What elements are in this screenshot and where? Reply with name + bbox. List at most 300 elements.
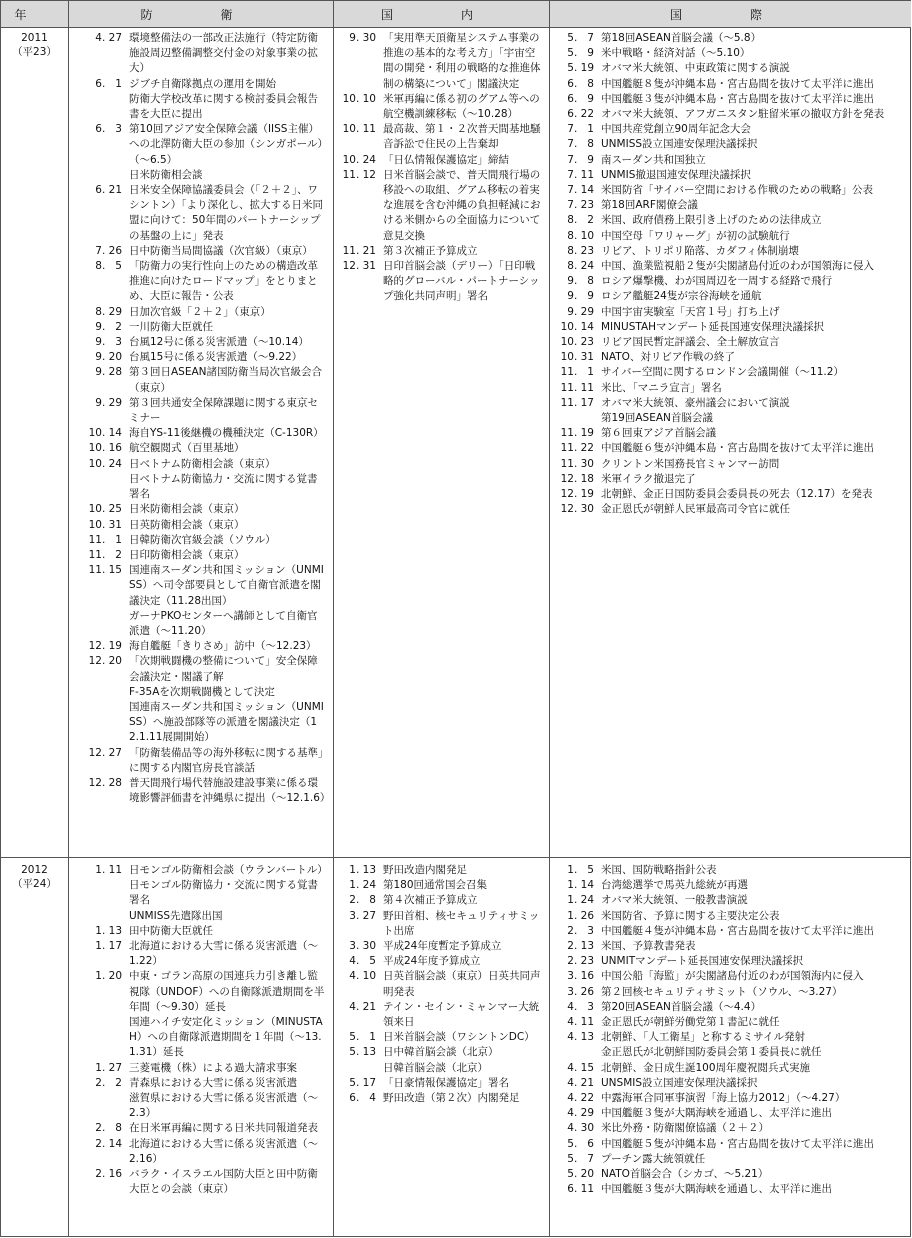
event-date: 1. 14: [567, 879, 594, 892]
event-date: 11. 12: [342, 168, 376, 181]
event-text: 日米防衛相会談（東京）: [129, 503, 245, 516]
event-text: NATO首脳会合（シカゴ、～5.21）: [601, 1168, 769, 1181]
event-entry: [549, 107, 907, 122]
event-date: [68, 909, 122, 924]
event-date: 2. 8: [349, 894, 376, 907]
event-text: 第４次補正予算成立: [383, 894, 478, 907]
event-text: 金正恩氏が北朝鮮国防委員会第１委員長に就任: [601, 1046, 822, 1059]
event-date: 7. 9: [567, 153, 594, 166]
event-date: 6. 21: [95, 184, 122, 197]
event-date: 2. 13: [567, 940, 594, 953]
event-entry: [549, 229, 907, 244]
event-date: [68, 700, 122, 746]
event-entry: [549, 396, 907, 411]
event-date: 10. 23: [560, 336, 594, 349]
event-text: 米軍イラク撤退完了: [601, 472, 696, 485]
event-date: 4. 27: [95, 32, 122, 44]
event-entry: [68, 924, 326, 939]
event-entry: [549, 350, 907, 365]
year-cell-2011: [1, 31, 68, 59]
event-entry: [549, 924, 907, 939]
event-date: 10. 24: [88, 457, 122, 470]
event-text: 平成24年度予算成立: [383, 955, 481, 968]
event-date: 5. 20: [567, 1168, 594, 1181]
event-entry: [549, 1076, 907, 1091]
event-text: 中露海軍合同軍事演習「海上協力2012」（～4.27）: [601, 1092, 846, 1105]
event-date: [333, 1061, 376, 1076]
event-entry: [333, 122, 545, 152]
event-entry: [333, 92, 545, 122]
event-text: 金正恩氏が朝鮮人民軍最高司令官に就任: [601, 503, 790, 516]
event-text: プーチン露大統領就任: [601, 1152, 706, 1165]
event-date: 11. 21: [342, 244, 376, 257]
event-entry: [68, 305, 326, 320]
event-text: 第19回ASEAN首脳会議: [601, 412, 713, 425]
event-text: UNMISS先遣隊出国: [129, 909, 223, 922]
event-entry: [549, 365, 907, 380]
event-entry: [68, 700, 326, 746]
international-events-2011: [549, 31, 907, 518]
event-entry: [333, 168, 545, 244]
event-text: ロシア艦艇24隻が宗谷海峡を通航: [601, 290, 762, 303]
event-text: 中国共産党創立90周年記念大会: [601, 123, 751, 136]
event-entry: [333, 878, 545, 893]
event-date: [549, 1045, 594, 1060]
event-text: クリントン米国務長官ミャンマー訪問: [601, 457, 780, 470]
event-text: 中国艦艇６隻が沖縄本島・宮古島間を抜けて太平洋に進出: [601, 442, 874, 455]
event-entry: [549, 335, 907, 350]
event-date: 7. 14: [567, 184, 594, 197]
event-text: 日英首脳会談（東京）日英共同声明発表: [383, 970, 541, 998]
event-entry: [333, 893, 545, 908]
event-date: 9. 30: [349, 32, 376, 44]
event-date: 4. 10: [349, 970, 376, 983]
event-date: 9. 8: [567, 275, 594, 288]
event-date: 10. 14: [88, 427, 122, 440]
event-entry: [333, 31, 545, 92]
event-date: 2. 14: [95, 1137, 122, 1150]
event-date: [68, 685, 122, 700]
event-date: 6. 4: [349, 1092, 376, 1105]
event-date: 7. 1: [567, 123, 594, 136]
event-date: 4. 15: [567, 1061, 594, 1074]
event-entry: [549, 137, 907, 152]
event-entry: [549, 213, 907, 228]
event-text: 青森県における大雪に係る災害派遣: [129, 1076, 297, 1089]
event-text: 中国公船「海監」が尖閣諸島付近のわが国領海内に侵入: [601, 970, 864, 983]
international-events-2012: [549, 863, 907, 1197]
event-text: 米比、「マニラ宣言」署名: [601, 381, 722, 394]
event-entry: [68, 441, 326, 456]
event-text: 普天間飛行場代替施設建設事業に係る環境影響評価書を沖縄県に提出（～12.1.6）: [129, 776, 331, 805]
event-date: 5. 1: [349, 1031, 376, 1044]
event-text: 日米首脳会談で、普天間飛行場の移設への取組、グアム移転の着実な進展を含む沖縄の負担軽減における米側からの全面協力について意見交換: [383, 168, 541, 242]
event-entry: [68, 563, 326, 609]
event-entry: [333, 1030, 545, 1045]
event-date: 7. 11: [567, 168, 594, 181]
event-text: 第18回ARF閣僚会議: [601, 199, 698, 212]
event-date: 1. 26: [567, 909, 594, 922]
event-text: 日韓首脳会談（北京）: [383, 1061, 488, 1074]
event-date: [68, 472, 122, 502]
event-text: 海自艦艇「きりさめ」訪中（～12.23）: [129, 640, 317, 653]
header-defense: 防 衛: [68, 1, 333, 28]
event-entry: [68, 502, 326, 517]
event-date: 1. 17: [95, 940, 122, 953]
event-text: 三菱電機（株）による過大請求事案: [129, 1061, 297, 1074]
event-entry: [549, 122, 907, 137]
event-date: 8. 29: [95, 305, 122, 318]
event-entry: [549, 411, 907, 426]
event-date: 6. 3: [95, 123, 122, 136]
event-date: 11. 11: [560, 381, 594, 394]
event-date: 12. 19: [560, 488, 594, 501]
event-entry: [333, 1000, 545, 1030]
event-date: 1. 13: [349, 864, 376, 876]
event-date: 11. 15: [88, 564, 122, 577]
event-date: 1. 27: [95, 1061, 122, 1074]
event-entry: [549, 31, 907, 46]
event-text: 日モンゴル防衛相会談（ウランバートル）: [129, 864, 328, 876]
event-date: 10. 14: [560, 320, 594, 333]
event-text: サイバー空間に関するロンドン会議開催（～11.2）: [601, 366, 844, 379]
event-text: 米比外務・防衛閣僚協議（２＋２）: [601, 1122, 769, 1135]
event-entry: [549, 92, 907, 107]
event-text: 米国、予算教書発表: [601, 940, 696, 953]
event-date: 1. 5: [567, 864, 594, 876]
event-text: テイン・セイン・ミャンマー大統領来日: [383, 1000, 540, 1029]
defense-events-2012: [68, 863, 326, 1197]
event-entry: [333, 969, 545, 999]
event-entry: [549, 426, 907, 441]
event-date: 9. 28: [95, 366, 122, 379]
event-text: 米国防省「サイバー空間における作戦のための戦略」公表: [601, 184, 874, 197]
event-date: 7. 23: [567, 199, 594, 212]
event-date: 3. 26: [567, 985, 594, 998]
event-entry: [333, 1076, 545, 1091]
event-text: 航空観閲式（百里基地）: [129, 442, 245, 455]
event-entry: [549, 1061, 907, 1076]
row-divider: [1, 857, 910, 858]
event-entry: [549, 1167, 907, 1182]
event-entry: [549, 1106, 907, 1121]
event-date: 5. 19: [567, 62, 594, 75]
event-text: 日加次官級「２＋２」（東京）: [129, 305, 271, 318]
event-entry: [68, 939, 326, 969]
event-text: オバマ米大統領、アフガニスタン駐留米軍の撤収方針を発表: [601, 108, 885, 121]
event-text: 第２回核セキュリティサミット（ソウル、～3.27）: [601, 985, 843, 998]
event-text: バラク・イスラエル国防大臣と田中防衛大臣との会談（東京）: [129, 1168, 318, 1196]
event-text: 国連ハイチ安定化ミッション（MINUSTAH）への自衛隊派遣期間を１年間（～13.1.31）延長: [129, 1016, 323, 1059]
event-entry: [549, 893, 907, 908]
event-entry: [68, 77, 326, 92]
event-text: NATO、対リビア作戦の終了: [601, 351, 735, 364]
event-date: 1. 24: [349, 879, 376, 892]
event-date: 11. 19: [560, 427, 594, 440]
event-entry: [549, 1182, 907, 1197]
event-date: 11. 17: [560, 396, 594, 409]
event-text: 台風12号に係る災害派遣（～10.14）: [129, 336, 309, 349]
event-date: 1. 20: [95, 970, 122, 983]
event-text: 米国、政府債務上限引き上げのための法律成立: [601, 214, 822, 227]
event-text: 日中防衛当局間協議（次官級）（東京）: [129, 244, 313, 257]
event-date: 8. 10: [567, 229, 594, 242]
event-date: 2. 16: [95, 1168, 122, 1181]
event-date: 4. 22: [567, 1092, 594, 1105]
event-text: 金正恩氏が朝鮮労働党第１書記に就任: [601, 1016, 780, 1029]
event-date: 6. 8: [567, 77, 594, 90]
event-text: ジブチ自衛隊拠点の運用を開始: [129, 77, 276, 90]
event-entry: [68, 183, 326, 244]
event-entry: [68, 609, 326, 639]
event-text: 中国空母「ワリャーグ」が初の試験航行: [601, 229, 790, 242]
event-entry: [68, 472, 326, 502]
event-date: 10. 11: [342, 123, 376, 136]
event-date: 6. 22: [567, 108, 594, 121]
event-date: 11. 22: [560, 442, 594, 455]
event-entry: [68, 457, 326, 472]
header-international: 国 際: [549, 1, 911, 28]
event-date: 4. 21: [567, 1076, 594, 1089]
event-date: 4. 11: [567, 1016, 594, 1029]
event-date: 2. 3: [567, 924, 594, 937]
event-entry: [68, 969, 326, 1015]
event-text: 日中韓首脳会談（北京）: [383, 1046, 499, 1059]
event-text: 日印首脳会談（デリー）「日印戦略的グローバル・パートナーシップ強化共同声明」署名: [383, 260, 540, 303]
event-date: 5. 6: [567, 1137, 594, 1150]
year-label: 2011: [21, 32, 48, 44]
event-text: 中国宇宙実験室「天宮１号」打ち上げ: [601, 305, 780, 318]
event-entry: [68, 1015, 326, 1061]
event-entry: [549, 909, 907, 924]
event-entry: [333, 259, 545, 305]
event-text: 野田改造（第２次）内閣発足: [383, 1092, 520, 1105]
event-date: 12. 31: [342, 260, 376, 273]
event-date: 12. 28: [88, 776, 122, 789]
event-text: 環境整備法の一部改正法施行（特定防衛施設周辺整備調整交付金の対象事業の拡大）: [129, 32, 318, 75]
event-entry: [68, 746, 326, 776]
event-date: 5. 9: [567, 47, 594, 60]
event-text: 日米安全保障協議委員会（「２＋２」、ワシントン）「より深化し、拡大する日米同盟に向けて：50年間のパートナーシップの基盤の上に」発表: [129, 184, 323, 242]
event-entry: [68, 168, 326, 183]
event-date: 4. 5: [349, 955, 376, 968]
header-domestic: 国 内: [333, 1, 549, 28]
event-date: 1. 13: [95, 924, 122, 937]
event-date: 1. 24: [567, 894, 594, 907]
event-date: 5. 7: [567, 1152, 594, 1165]
event-entry: [68, 639, 326, 654]
event-text: 米国、国防戦略指針公表: [601, 864, 717, 876]
event-entry: [333, 863, 545, 878]
event-entry: [68, 426, 326, 441]
event-date: 4. 13: [567, 1031, 594, 1044]
event-date: 9. 9: [567, 290, 594, 303]
event-entry: [68, 335, 326, 350]
event-text: 北朝鮮、金正日国防委員会委員長の死去（12.17）を発表: [601, 488, 873, 501]
event-date: [68, 92, 122, 122]
event-entry: [68, 518, 326, 533]
event-date: 6. 9: [567, 92, 594, 105]
event-text: 野田改造内閣発足: [383, 864, 467, 876]
event-text: 防衛大学校改革に関する検討委員会報告書を大臣に提出: [129, 92, 318, 121]
event-text: 海自YS-11後継機の機種決定（C-130R）: [129, 427, 324, 440]
event-entry: [549, 289, 907, 304]
event-entry: [549, 939, 907, 954]
event-text: 一川防衛大臣就任: [129, 320, 213, 333]
event-text: MINUSTAHマンデート延長国連安保理決議採択: [601, 320, 825, 333]
event-entry: [549, 305, 907, 320]
event-text: 中国艦艇８隻が沖縄本島・宮古島間を抜けて太平洋に進出: [601, 77, 874, 90]
event-entry: [549, 441, 907, 456]
event-text: UNMISS設立国連安保理決議採択: [601, 138, 758, 151]
event-entry: [68, 259, 326, 305]
event-date: 9. 20: [95, 351, 122, 364]
event-entry: [68, 1061, 326, 1076]
event-entry: [68, 1076, 326, 1091]
event-text: オバマ米大統領、中東政策に関する演説: [601, 62, 790, 75]
event-entry: [549, 1015, 907, 1030]
event-date: 11. 2: [88, 548, 122, 561]
event-entry: [549, 259, 907, 274]
event-date: 10. 31: [560, 351, 594, 364]
event-text: 第３次補正予算成立: [383, 244, 478, 257]
event-entry: [549, 1152, 907, 1167]
event-text: 日英防衛相会談（東京）: [129, 518, 245, 531]
event-text: ロシア爆撃機、わが国周辺を一周する経路で飛行: [601, 275, 832, 288]
event-entry: [549, 168, 907, 183]
event-text: 「防衛力の実行性向上のための構造改革推進に向けたロードマップ」をとりまとめ、大臣に報告・公表: [129, 260, 318, 303]
event-entry: [549, 320, 907, 335]
event-text: 国連南スーダン共和国ミッション（UNMISS）へ司令部要員として自衛官派遣を閣議決定（11.28出国）: [129, 564, 324, 607]
event-text: 日ベトナム防衛相会談（東京）: [129, 457, 276, 470]
event-text: UNSMIS設立国連安保理決議採択: [601, 1076, 758, 1089]
event-date: 2. 23: [567, 955, 594, 968]
event-text: 北海道における大雪に係る災害派遣（～1.22）: [129, 940, 318, 968]
event-date: 8. 23: [567, 244, 594, 257]
event-date: 6. 11: [567, 1183, 594, 1196]
event-date: 3. 16: [567, 970, 594, 983]
event-date: 8. 24: [567, 260, 594, 273]
event-text: 「日豪情報保護協定」署名: [383, 1076, 509, 1089]
event-text: 「次期戦闘機の整備について」安全保障会議決定・閣議了解: [129, 655, 318, 683]
event-text: リビア国民暫定評議会、全土解放宣言: [601, 336, 780, 349]
event-entry: [68, 1137, 326, 1167]
event-date: 12. 30: [560, 503, 594, 516]
event-entry: [549, 487, 907, 502]
event-text: 日印防衛相会談（東京）: [129, 548, 245, 561]
event-text: 第３回日ASEAN諸国防衛当局次官級会合（東京）: [129, 366, 323, 394]
event-text: 米中戦略・経済対話（～5.10）: [601, 47, 751, 60]
event-text: オバマ米大統領、一般教書演説: [601, 894, 748, 907]
event-date: [68, 1015, 122, 1061]
event-entry: [549, 274, 907, 289]
event-entry: [549, 198, 907, 213]
event-entry: [68, 31, 326, 77]
event-entry: [68, 533, 326, 548]
event-date: 5. 7: [567, 32, 594, 44]
event-date: [68, 878, 122, 908]
event-entry: [549, 77, 907, 92]
event-text: 平成24年度暫定予算成立: [383, 940, 502, 953]
event-text: 日米首脳会談（ワシントンDC）: [383, 1031, 535, 1044]
defense-events-2011: [68, 31, 331, 806]
domestic-events-2011: [333, 31, 545, 305]
era-label: （平24）: [12, 878, 57, 890]
event-entry: [549, 244, 907, 259]
event-entry: [549, 985, 907, 1000]
year-cell-2012: [1, 863, 68, 891]
event-entry: [68, 122, 326, 168]
event-date: 4. 21: [349, 1000, 376, 1013]
event-text: 在日米軍再編に関する日米共同報道発表: [129, 1122, 318, 1135]
event-text: 中東・ゴラン高原の国連兵力引き離し監視隊（UNDOF）への自衛隊派遣期間を半年間（～9.30）延長: [129, 970, 325, 1013]
event-text: 日ベトナム防衛協力・交流に関する覚書署名: [129, 472, 318, 501]
event-text: 最高裁、第１・２次普天間基地騒音訴訟で住民の上告棄却: [383, 123, 541, 151]
event-date: 1. 11: [95, 864, 122, 876]
header-year: 年: [1, 1, 68, 28]
event-text: 中国艦艇４隻が沖縄本島・宮古島間を抜けて太平洋に進出: [601, 924, 874, 937]
event-date: 9. 3: [95, 336, 122, 349]
event-text: 国連南スーダン共和国ミッション（UNMISS）へ施設部隊等の派遣を閣議決定（12.1.11展開開始）: [129, 700, 324, 744]
event-text: 「実用準天頂衛星システム事業の推進の基本的な考え方」「宇宙空間の開発・利用の戦略的な推進体制の構築について」閣議決定: [383, 32, 541, 90]
event-text: 第18回ASEAN首脳会議（～5.8）: [601, 32, 762, 44]
event-text: 日米防衛相会談: [129, 168, 203, 181]
event-text: 北朝鮮、金日成生誕100周年慶祝閲兵式実施: [601, 1061, 811, 1074]
event-entry: [68, 350, 326, 365]
event-entry: [549, 1121, 907, 1136]
event-entry: [549, 1137, 907, 1152]
event-text: 中国艦艇５隻が沖縄本島・宮古島間を抜けて太平洋に進出: [601, 1137, 874, 1150]
event-entry: [549, 863, 907, 878]
event-text: 北海道における大雪に係る災害派遣（～2.16）: [129, 1137, 318, 1165]
year-label: 2012: [21, 864, 48, 876]
event-date: 10. 16: [88, 442, 122, 455]
event-date: 12. 19: [88, 640, 122, 653]
event-date: 5. 13: [349, 1046, 376, 1059]
event-entry: [549, 1000, 907, 1015]
event-entry: [549, 502, 907, 517]
event-date: 12. 20: [88, 655, 122, 668]
event-entry: [333, 939, 545, 954]
event-date: 6. 1: [95, 77, 122, 90]
event-date: 2. 8: [95, 1122, 122, 1135]
event-entry: [68, 244, 326, 259]
event-text: UNMITマンデート延長国連安保理決議採択: [601, 955, 804, 968]
event-text: 中国艦艇３隻が大隅海峡を通過し、太平洋に進出: [601, 1107, 832, 1120]
event-date: 11. 1: [560, 366, 594, 379]
event-entry: [549, 153, 907, 168]
event-text: 第10回アジア安全保障会議（IISS主催）への北澤防衛大臣の参加（シンガポール）（～6.5）: [129, 123, 323, 166]
event-text: 中国艦艇３隻が大隅海峡を通過し、太平洋に進出: [601, 1183, 832, 1196]
event-text: 中国、漁業監視船２隻が尖閣諸島付近のわが国領海に侵入: [601, 260, 874, 273]
event-entry: [333, 153, 545, 168]
event-date: [68, 1091, 122, 1121]
event-entry: [68, 1167, 326, 1197]
event-text: 米国防省、予算に関する主要決定公表: [601, 909, 780, 922]
event-text: 日モンゴル防衛協力・交流に関する覚書署名: [129, 879, 318, 907]
event-date: 9. 2: [95, 320, 122, 333]
event-date: 3. 30: [349, 940, 376, 953]
event-date: 12. 27: [88, 746, 122, 759]
event-text: 第６回東アジア首脳会議: [601, 427, 717, 440]
event-text: 南スーダン共和国独立: [601, 153, 706, 166]
event-text: 第３回共通安全保障課題に関する東京セミナー: [129, 396, 318, 425]
event-date: [549, 411, 594, 426]
event-text: 田中防衛大臣就任: [129, 924, 213, 937]
event-entry: [549, 381, 907, 396]
event-entry: [333, 954, 545, 969]
event-entry: [68, 320, 326, 335]
